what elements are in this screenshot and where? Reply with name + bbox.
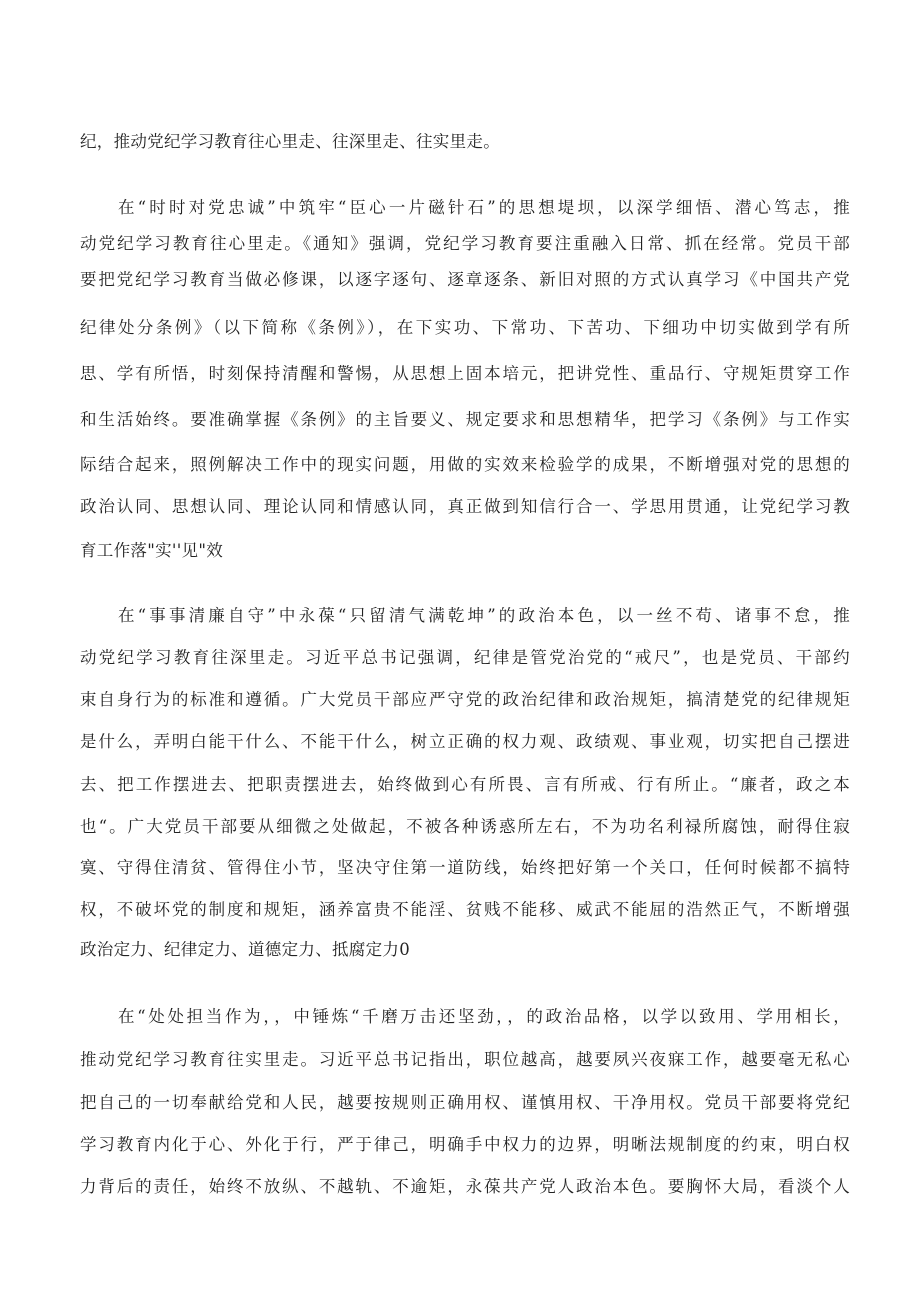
paragraph-2-line-1: 在“时时对党忠诚”中筑牢“臣心一片磁针石”的思想堤坝，以深学细悟、潜心笃志，推 bbox=[118, 198, 850, 217]
paragraph-2-line-9: 育工作落"实''见"效 bbox=[80, 541, 224, 560]
paragraph-2-line-8: 政治认同、思想认同、理论认同和情感认同，真正做到知信行合一、学思用贯通，让党纪学习教 bbox=[80, 497, 850, 516]
paragraph-2-line-2: 动党纪学习教育往心里走。《通知》强调，党纪学习教育要注重融入日常、抓在经常。党员干部 bbox=[80, 234, 850, 253]
paragraph-4-line-5: 力背后的责任，始终不放纵、不越轨、不逾矩，永葆共产党人政治本色。要胸怀大局，看淡个人 bbox=[80, 1177, 850, 1196]
paragraph-4-line-1: 在“处处担当作为，，中锤炼“千磨万击还坚劲，，的政治品格，以学以致用、学用相长， bbox=[118, 1007, 850, 1026]
paragraph-4-line-4: 学习教育内化于心、外化于行，严于律己，明确手中权力的边界，明晰法规制度的约束，明白权 bbox=[80, 1135, 850, 1154]
paragraph-2-line-5: 思、学有所悟，时刻保持清醒和警惕，从思想上固本培元，把讲党性、重品行、守规矩贯穿工作 bbox=[80, 364, 850, 383]
paragraph-4-line-3: 把自己的一切奉献给党和人民，越要按规则正确用权、谨慎用权、干净用权。党员干部要将党纪 bbox=[80, 1093, 850, 1112]
paragraph-2-line-7: 际结合起来，照例解决工作中的现实问题，用做的实效来检验学的成果，不断增强对党的思想的 bbox=[80, 455, 850, 474]
paragraph-3-line-6: 也“。广大党员干部要从细微之处做起，不被各种诱惑所左右，不为功名利禄所腐蚀，耐得住寂 bbox=[80, 817, 850, 836]
paragraph-3-line-4: 是什么，弄明白能干什么、不能干什么，树立正确的权力观、政绩观、事业观，切实把自己摆进 bbox=[80, 732, 850, 751]
paragraph-3-line-3: 束自身行为的标准和遵循。广大党员干部应严守党的政治纪律和政治规矩，搞清楚党的纪律规矩 bbox=[80, 690, 850, 709]
paragraph-3-line-5: 去、把工作摆进去、把职责摆进去，始终做到心有所畏、言有所戒、行有所止。“廉者，政之本 bbox=[80, 775, 850, 794]
paragraph-3-line-7: 寞、守得住清贫、管得住小节，坚决守住第一道防线，始终把好第一个关口，任何时候都不搞特 bbox=[80, 858, 850, 877]
paragraph-3-line-9: 政治定力、纪律定力、道德定力、抵腐定力0 bbox=[80, 940, 410, 959]
paragraph-1-line-1: 纪，推动党纪学习教育往心里走、往深里走、往实里走。 bbox=[80, 132, 500, 151]
paragraph-3-line-8: 权，不破坏党的制度和规矩，涵养富贵不能淫、贫贱不能移、威武不能屈的浩然正气，不断增强 bbox=[80, 900, 850, 919]
paragraph-3-line-2: 动党纪学习教育往深里走。习近平总书记强调，纪律是管党治党的“戒尺”，也是党员、干部约 bbox=[80, 648, 850, 667]
paragraph-2-line-6: 和生活始终。要准确掌握《条例》的主旨要义、规定要求和思想精华，把学习《条例》与工作实 bbox=[80, 410, 850, 429]
paragraph-2-line-3: 要把党纪学习教育当做必修课，以逐字逐句、逐章逐条、新旧对照的方式认真学习《中国共产党 bbox=[80, 270, 850, 289]
paragraph-2-line-4: 纪律处分条例》（以下简称《条例》），在下实功、下常功、下苦功、下细功中切实做到学有所 bbox=[80, 318, 850, 337]
paragraph-3-line-1: 在“事事清廉自守”中永葆“只留清气满乾坤”的政治本色，以一丝不苟、诸事不怠，推 bbox=[118, 606, 850, 625]
paragraph-4-line-2: 推动党纪学习教育往实里走。习近平总书记指出，职位越高，越要夙兴夜寐工作，越要毫无私心 bbox=[80, 1050, 850, 1069]
